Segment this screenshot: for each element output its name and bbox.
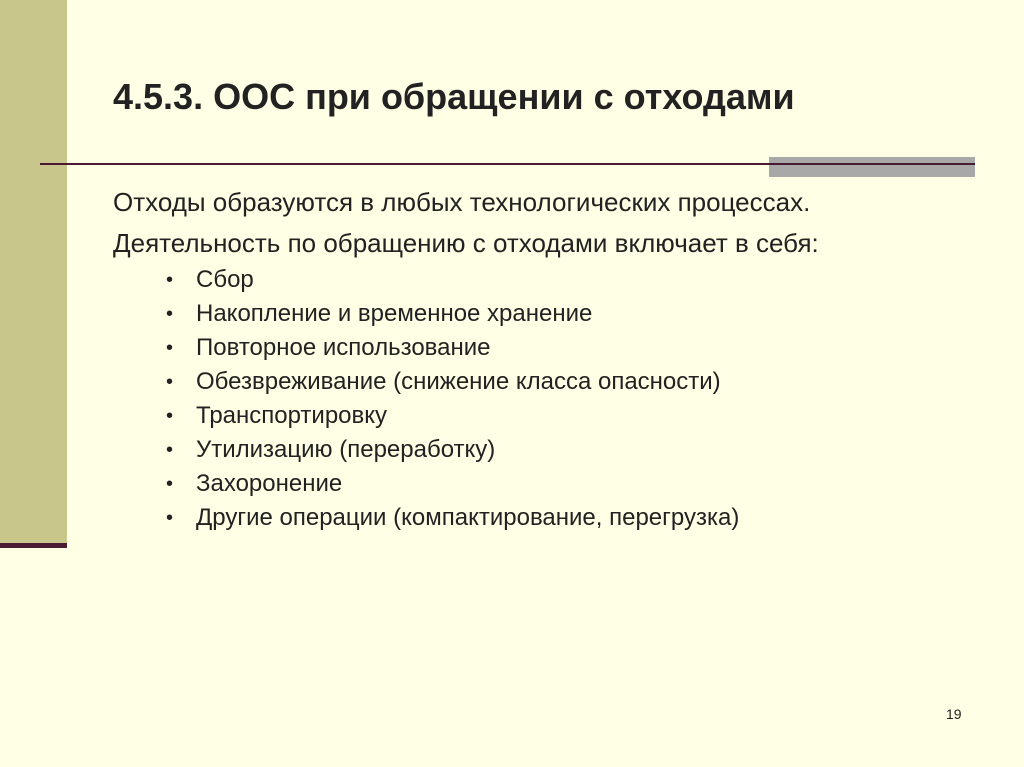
activity-list xyxy=(113,263,973,535)
bullet-icon: • xyxy=(166,439,174,461)
slide-content xyxy=(113,184,973,535)
list-item-text: Сбор xyxy=(196,266,254,293)
bullet-icon: • xyxy=(166,473,174,495)
list-item-text: Утилизацию (переработку) xyxy=(196,436,496,463)
side-bar-decoration xyxy=(0,0,67,545)
page-number: 19 xyxy=(946,706,962,722)
list-item xyxy=(113,433,973,467)
list-item-text: Транспортировку xyxy=(196,402,388,429)
bullet-icon: • xyxy=(166,337,174,359)
slide-title: 4.5.3. ООС при обращении с отходами xyxy=(113,76,795,117)
list-item xyxy=(113,501,973,535)
list-item xyxy=(113,399,973,433)
bullet-icon: • xyxy=(166,303,174,325)
list-item-text: Захоронение xyxy=(196,470,343,497)
list-item xyxy=(113,263,973,297)
paragraph-waste-activity: Деятельность по обращению с отходами включает в себя: xyxy=(113,228,819,258)
list-item-text: Другие операции (компактирование, перегрузка) xyxy=(196,504,740,531)
list-item xyxy=(113,365,973,399)
list-item xyxy=(113,297,973,331)
list-item-text: Накопление и временное хранение xyxy=(196,300,593,327)
side-bar-line-decoration xyxy=(0,543,67,548)
list-item-text: Обезвреживание (снижение класса опасности) xyxy=(196,368,721,395)
list-item xyxy=(113,467,973,501)
list-item xyxy=(113,331,973,365)
list-item-text: Повторное использование xyxy=(196,334,491,361)
paragraph-waste-generation: Отходы образуются в любых технологических процессах. xyxy=(113,187,811,217)
title-divider-accent xyxy=(769,157,975,177)
bullet-icon: • xyxy=(166,371,174,393)
bullet-icon: • xyxy=(166,405,174,427)
bullet-icon: • xyxy=(166,507,174,529)
bullet-icon: • xyxy=(166,269,174,291)
